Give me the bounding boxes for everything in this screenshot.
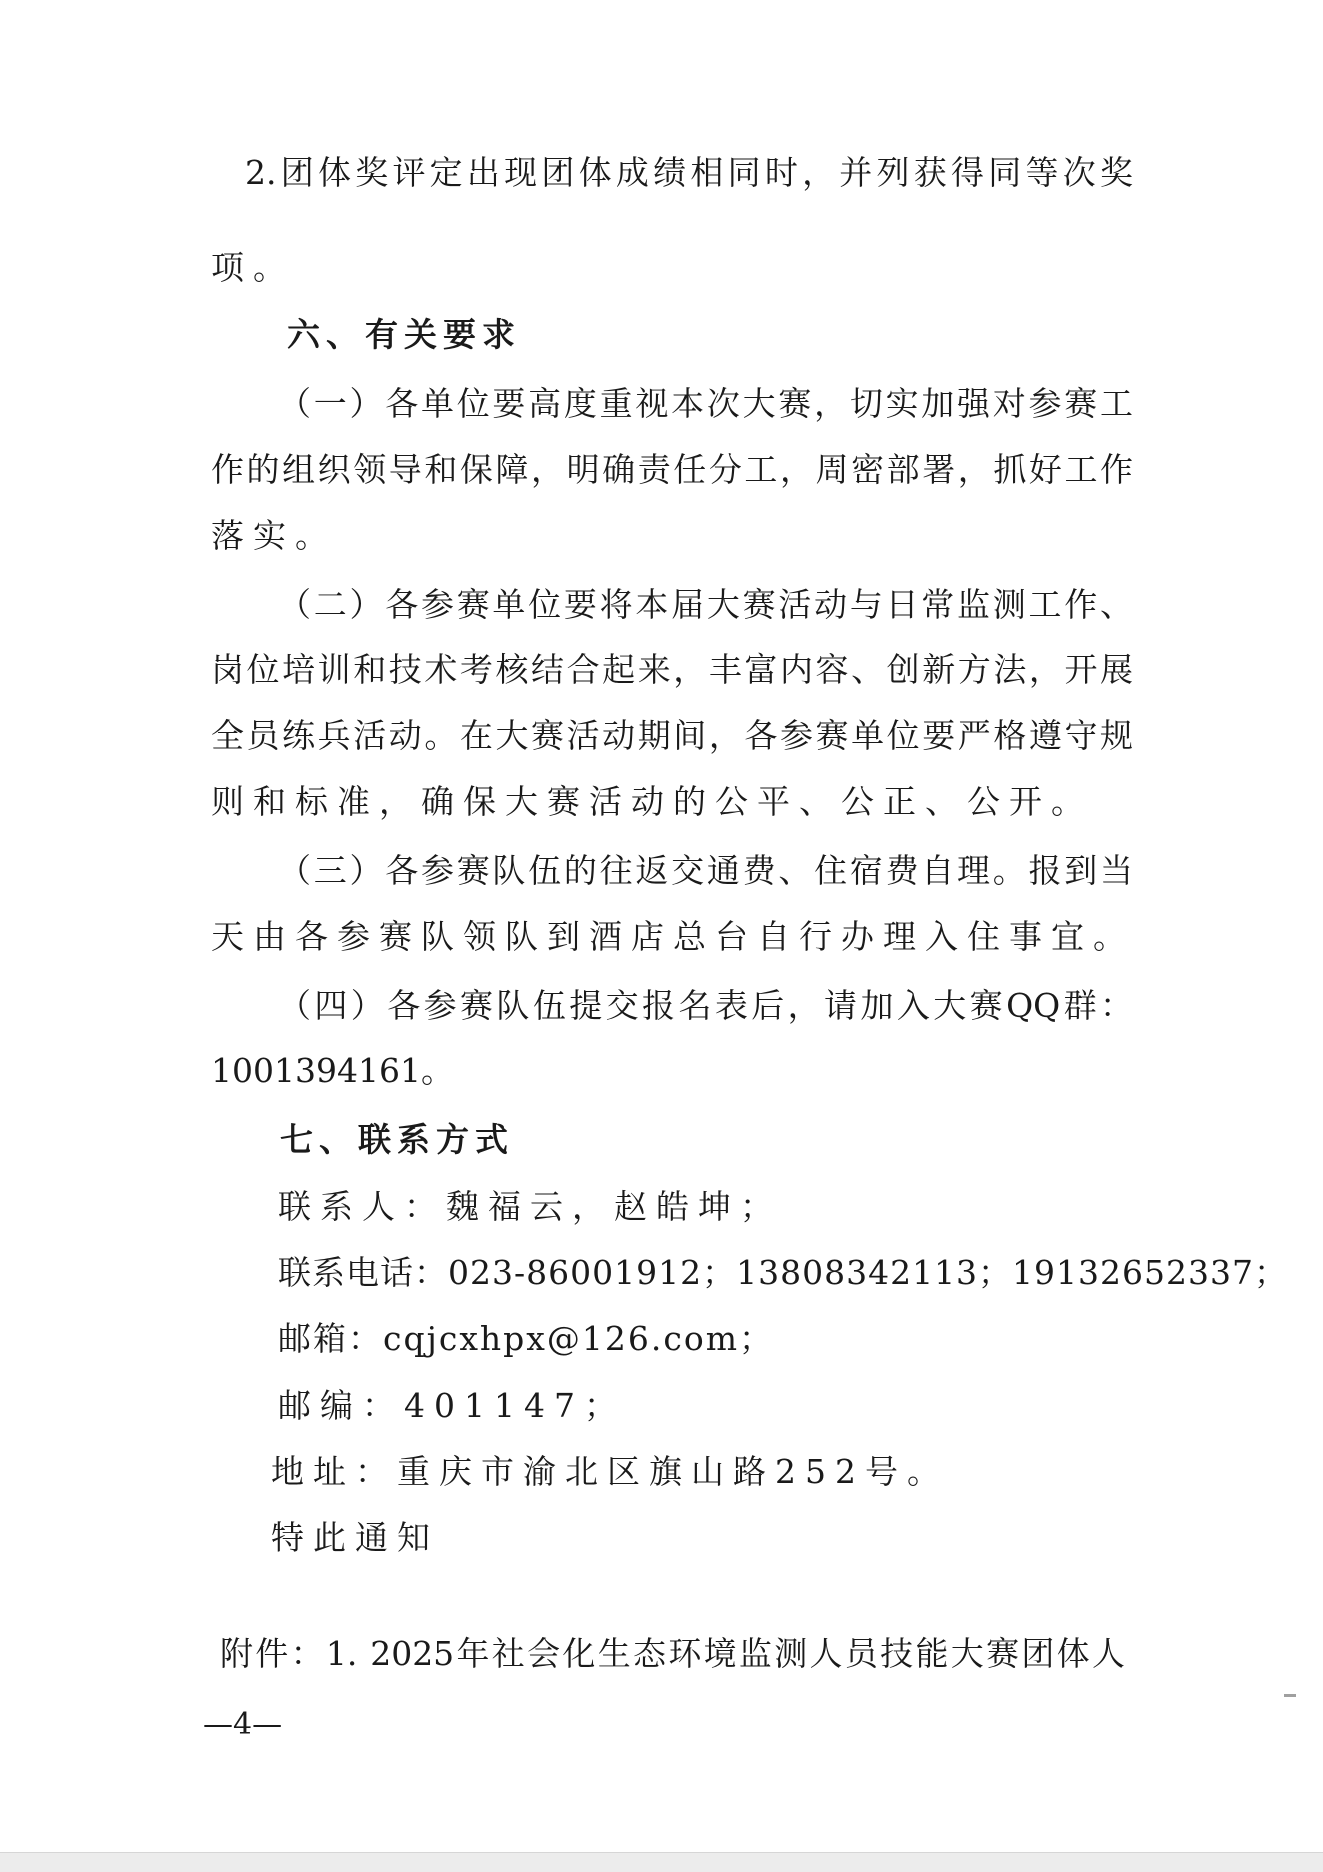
page-number: —4— <box>203 1707 283 1742</box>
requirement-4-line-1: （四）各参赛队伍提交报名表后，请加入大赛QQ群： <box>278 986 1133 1025</box>
contact-email: 邮箱：cqjcxhpx@126.com； <box>278 1319 775 1358</box>
scan-mark <box>1284 1694 1296 1697</box>
closing-notice: 特此通知 <box>271 1518 439 1557</box>
contact-address: 地址：重庆市渝北区旗山路252号。 <box>271 1452 949 1491</box>
contact-person: 联系人：魏福云，赵皓坤； <box>278 1187 782 1226</box>
requirement-1-line-2: 作的组织领导和保障，明确责任分工，周密部署，抓好工作 <box>211 450 1133 489</box>
contact-phone: 联系电话：023-86001912；13808342113；19132652337； <box>278 1253 1289 1292</box>
requirement-2-line-3: 全员练兵活动。在大赛活动期间，各参赛单位要严格遵守规 <box>211 716 1133 755</box>
section-heading-contact: 七、联系方式 <box>280 1120 514 1159</box>
attachment-line: 附件：1. 2025年社会化生态环境监测人员技能大赛团体人 <box>220 1634 1125 1673</box>
scan-bottom-edge <box>0 1852 1323 1872</box>
requirement-3-line-2: 天由各参赛队领队到酒店总台自行办理入住事宜。 <box>211 917 1135 956</box>
section-heading-requirements: 六、有关要求 <box>287 315 521 354</box>
contact-postcode: 邮编：401147； <box>278 1386 626 1425</box>
requirement-1-line-1: （一）各单位要高度重视本次大赛，切实加强对参赛工 <box>278 384 1133 423</box>
requirement-4-line-2: 1001394161。 <box>211 1051 454 1090</box>
requirement-2-line-4: 则和标准，确保大赛活动的公平、公正、公开。 <box>211 782 1093 821</box>
requirement-2-line-2: 岗位培训和技术考核结合起来，丰富内容、创新方法，开展 <box>211 650 1133 689</box>
requirement-3-line-1: （三）各参赛队伍的往返交通费、住宿费自理。报到当 <box>278 851 1133 890</box>
paragraph-team-award-tie-line-1: 2.团体奖评定出现团体成绩相同时，并列获得同等次奖 <box>245 153 1133 192</box>
paragraph-team-award-tie-line-2: 项。 <box>211 248 295 287</box>
requirement-1-line-3: 落实。 <box>211 516 337 555</box>
requirement-2-line-1: （二）各参赛单位要将本届大赛活动与日常监测工作、 <box>278 585 1133 624</box>
